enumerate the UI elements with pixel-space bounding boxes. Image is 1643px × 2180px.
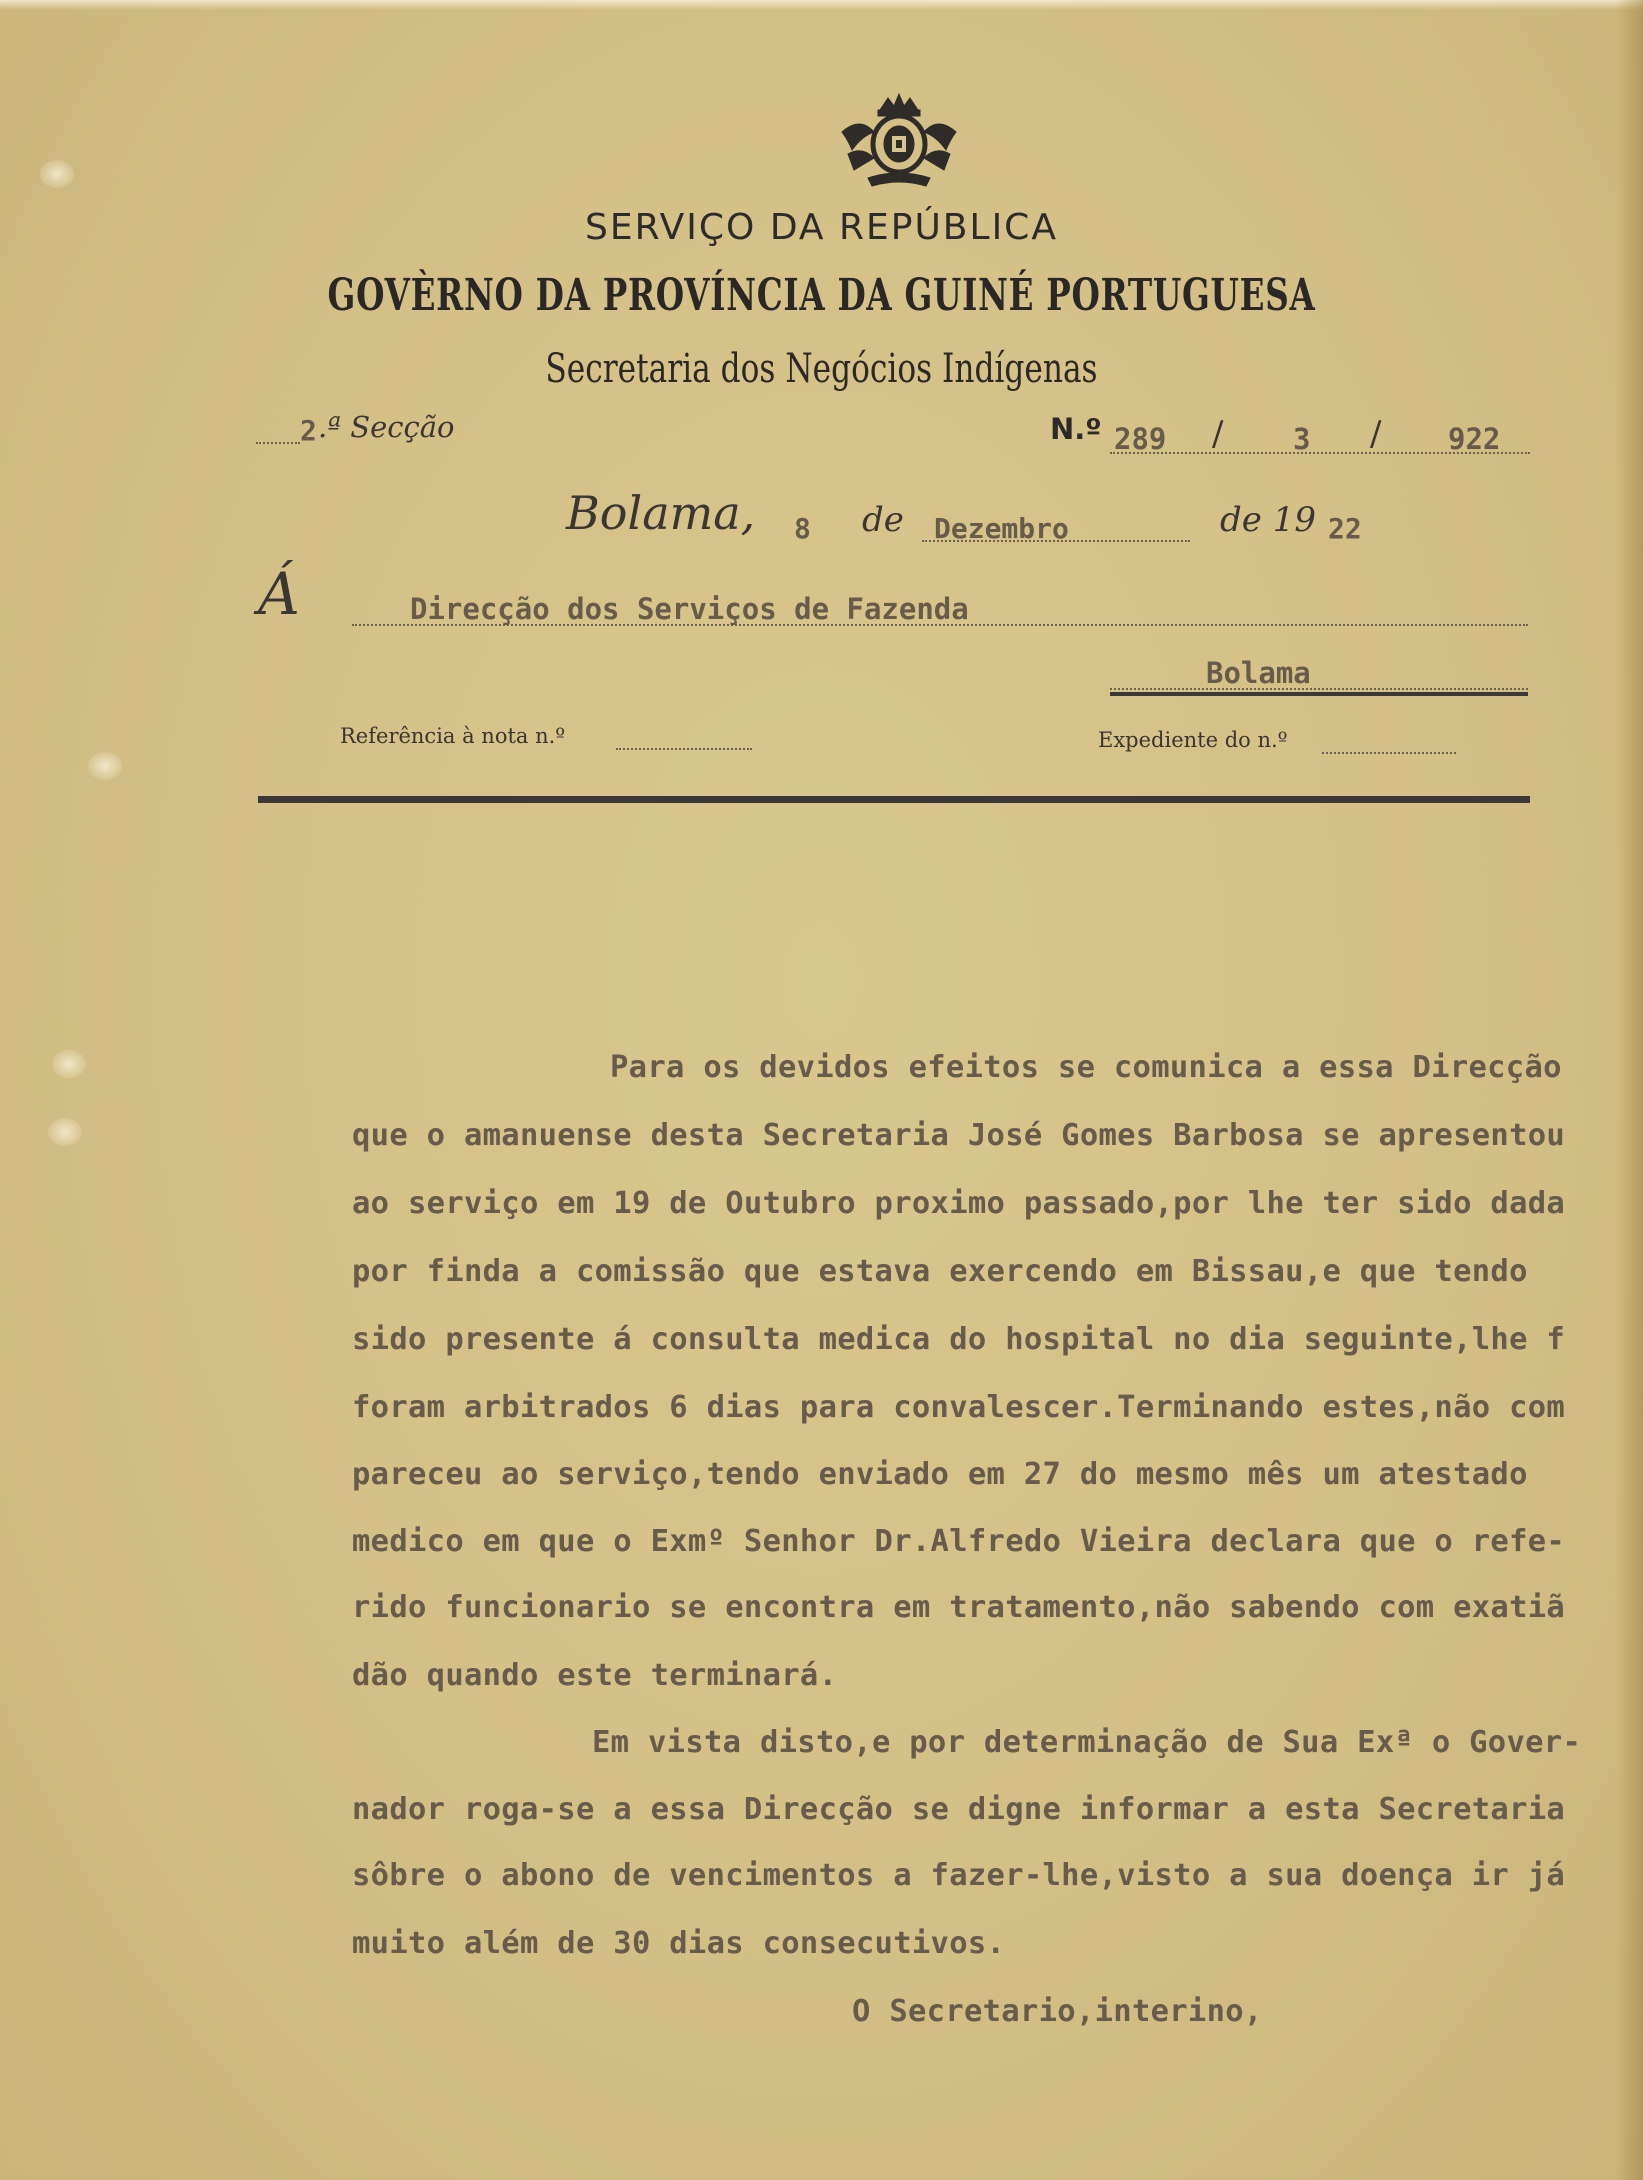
date-year-suffix: 22: [1328, 512, 1362, 545]
number-label: N.º: [1050, 412, 1102, 446]
body-line: ao serviço em 19 de Outubro proximo passado,por lhe ter sido dada: [352, 1186, 1566, 1221]
number-part3: 922: [1448, 422, 1501, 456]
body-line: que o amanuense desta Secretaria José Gomes Barbosa se apresentou: [352, 1118, 1566, 1153]
paper-edge-right: [1615, 0, 1643, 2180]
body-line: por finda a comissão que estava exercendo em Bissau,e que tendo: [352, 1254, 1528, 1289]
body-line: muito além de 30 dias consecutivos.: [352, 1926, 1006, 1961]
addressee-prefix: Á: [258, 560, 300, 628]
body-line: nador roga-se a essa Direcção se digne informar a esta Secretaria: [352, 1792, 1566, 1827]
section-dotline: [256, 442, 300, 444]
reference-note-label: Referência à nota n.º: [340, 724, 566, 748]
date-de: de: [862, 500, 904, 540]
addressee-location: Bolama: [1206, 656, 1311, 690]
date-month: Dezembro: [934, 512, 1069, 545]
punch-hole-mark: [48, 1118, 82, 1146]
date-de-year: de 19: [1220, 500, 1316, 540]
punch-hole-mark: [88, 752, 122, 780]
punch-hole-mark: [52, 1050, 86, 1078]
date-day: 8: [794, 512, 811, 545]
body-line: Em vista disto,e por determinação de Sua Exª o Gover-: [592, 1725, 1582, 1760]
letterhead-service: SERVIÇO DA REPÚBLICA: [585, 207, 1058, 248]
letterhead-secretariat: Secretaria dos Negócios Indígenas: [545, 346, 1098, 392]
coat-of-arms-icon: [838, 92, 960, 188]
letterhead-government: GOVÈRNO DA PROVÍNCIA DA GUINÉ PORTUGUESA: [327, 270, 1316, 321]
number-separator: /: [1212, 414, 1224, 454]
header-divider: [258, 796, 1530, 803]
punch-hole-mark: [40, 160, 74, 188]
body-line: pareceu ao serviço,tendo enviado em 27 do mesmo mês um atestado: [352, 1457, 1528, 1492]
body-line: foram arbitrados 6 dias para convalescer.Terminando estes,não com: [352, 1390, 1566, 1425]
date-place: Bolama,: [566, 486, 756, 540]
body-line: medico em que o Exmº Senhor Dr.Alfredo Vieira declara que o refe-: [352, 1524, 1566, 1559]
location-underline: [1110, 692, 1528, 696]
number-part1: 289: [1114, 422, 1167, 456]
number-part2: 3: [1293, 422, 1311, 456]
body-line: rido funcionario se encontra em tratamento,não sabendo com exatiã: [352, 1590, 1566, 1625]
expedient-label: Expediente do n.º: [1098, 728, 1288, 752]
paper-edge-top: [0, 0, 1643, 10]
body-line: sido presente á consulta medica do hospital no dia seguinte,lhe f: [352, 1322, 1566, 1357]
addressee-name: Direcção dos Serviços de Fazenda: [410, 592, 969, 626]
signature-line: O Secretario,interino,: [852, 1994, 1263, 2029]
body-line: dão quando este terminará.: [352, 1658, 838, 1693]
section-number: 2: [300, 414, 317, 447]
section-label: .ª Secção: [318, 410, 455, 444]
number-separator: /: [1370, 414, 1382, 454]
expedient-dotline: [1322, 752, 1456, 754]
location-dotline: [1110, 688, 1528, 690]
body-line: sôbre o abono de vencimentos a fazer-lhe,visto a sua doença ir já: [352, 1858, 1566, 1893]
reference-note-dotline: [616, 748, 752, 750]
body-line: Para os devidos efeitos se comunica a essa Direcção: [610, 1050, 1562, 1085]
